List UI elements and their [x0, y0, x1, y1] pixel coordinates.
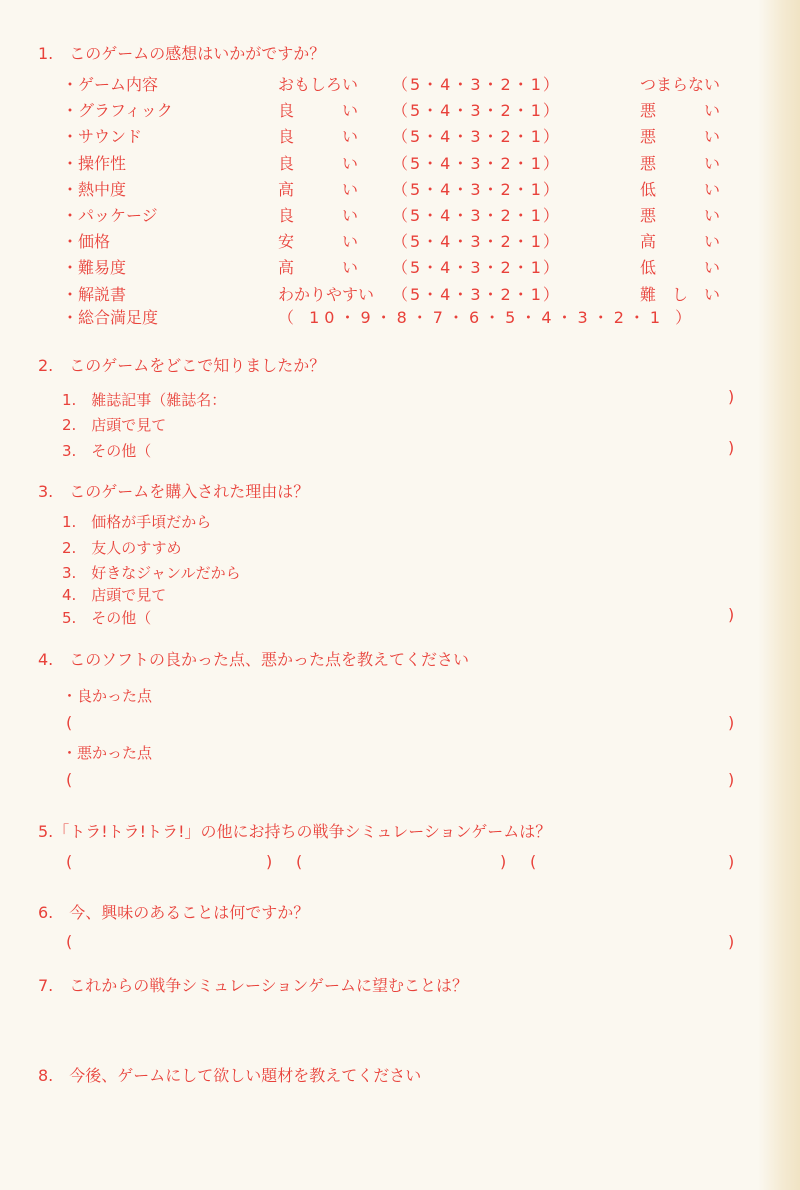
q4-bad-open-paren: (	[66, 770, 73, 789]
q2-option-3-close-paren: )	[728, 438, 735, 457]
q3-option-5-close-paren: )	[728, 605, 735, 624]
q1-row-bad-label: 低 い	[640, 180, 721, 199]
q3-option-1[interactable]: 1. 価格が手頃だから	[62, 513, 212, 531]
q2-option-3[interactable]: 3. その他（	[62, 442, 152, 460]
q1-row-scale[interactable]: （5・4・3・2・1）	[392, 258, 561, 277]
q3-option-4[interactable]: 4. 店頭で見て	[62, 586, 167, 604]
q1-row-bad-label: 悪 い	[640, 206, 721, 225]
q4-bad-label: ・悪かった点	[62, 744, 153, 762]
q1-row-item: ・熱中度	[62, 180, 127, 199]
q1-row-item: ・サウンド	[62, 127, 143, 146]
q4-good-close-paren: )	[728, 713, 735, 732]
q1-row-bad-label: 悪 い	[640, 154, 721, 173]
q1-row-item: ・難易度	[62, 258, 127, 277]
q5-field-2-close-paren: )	[500, 852, 507, 871]
q1-row-good-label: 安 い	[278, 232, 359, 251]
q7-title: 7. これからの戦争シミュレーションゲームに望むことは？	[38, 976, 468, 995]
q1-row-good-label: 高 い	[278, 258, 359, 277]
q6-close-paren: )	[728, 932, 735, 951]
q6-title: 6. 今、興味のあることは何ですか？	[38, 903, 310, 922]
q1-row-scale[interactable]: （5・4・3・2・1）	[392, 127, 561, 146]
q8-title: 8. 今後、ゲームにして欲しい題材を教えてください	[38, 1066, 422, 1085]
q1-title: 1. このゲームの感想はいかがですか？	[38, 44, 326, 63]
q1-row-scale[interactable]: （5・4・3・2・1）	[392, 206, 561, 225]
q1-row-good-label: 良 い	[278, 154, 359, 173]
q1-row-item: ・価格	[62, 232, 111, 251]
q4-bad-close-paren: )	[728, 770, 735, 789]
q5-field-1-open-paren: (	[66, 852, 73, 871]
q5-field-2-open-paren: (	[296, 852, 303, 871]
q1-row-item: ・操作性	[62, 154, 127, 173]
q1-row-good-label: 良 い	[278, 101, 359, 120]
q5-title: 5.「トラ!トラ!トラ!」の他にお持ちの戦争シミュレーションゲームは？	[38, 822, 552, 841]
q1-row-scale[interactable]: （5・4・3・2・1）	[392, 232, 561, 251]
q1-row-scale[interactable]: （5・4・3・2・1）	[392, 101, 561, 120]
q3-title: 3. このゲームを購入された理由は？	[38, 482, 310, 501]
q1-overall-scale[interactable]: （ 10・9・8・7・6・5・4・3・2・1 ）	[278, 308, 697, 327]
q1-row-scale[interactable]: （5・4・3・2・1）	[392, 180, 561, 199]
q2-option-1[interactable]: 1. 雑誌記事（雑誌名：	[62, 391, 227, 409]
q1-row-bad-label: つまらない	[640, 75, 721, 94]
q6-open-paren: (	[66, 932, 73, 951]
q1-row-bad-label: 悪 い	[640, 101, 721, 120]
q1-row-bad-label: 高 い	[640, 232, 721, 251]
q4-title: 4. このソフトの良かった点、悪かった点を教えてください	[38, 650, 469, 669]
q1-row-item: ・解説書	[62, 285, 127, 304]
q1-row-item: ・ゲーム内容	[62, 75, 159, 94]
q2-title: 2. このゲームをどこで知りましたか？	[38, 356, 326, 375]
q5-field-3-open-paren: (	[530, 852, 537, 871]
q1-row-bad-label: 難 し い	[640, 285, 721, 304]
q1-row-item: ・グラフィック	[62, 101, 173, 120]
q3-option-3[interactable]: 3. 好きなジャンルだから	[62, 564, 241, 582]
q1-row-scale[interactable]: （5・4・3・2・1）	[392, 154, 561, 173]
q1-row-scale[interactable]: （5・4・3・2・1）	[392, 285, 561, 304]
q1-overall-item: ・総合満足度	[62, 308, 159, 327]
q1-row-bad-label: 低 い	[640, 258, 721, 277]
q5-field-1-close-paren: )	[266, 852, 273, 871]
q3-option-2[interactable]: 2. 友人のすすめ	[62, 539, 182, 557]
q2-option-2[interactable]: 2. 店頭で見て	[62, 416, 167, 434]
q4-good-open-paren: (	[66, 713, 73, 732]
q1-row-bad-label: 悪 い	[640, 127, 721, 146]
q1-row-good-label: 良 い	[278, 206, 359, 225]
q1-row-good-label: 高 い	[278, 180, 359, 199]
q4-good-label: ・良かった点	[62, 687, 153, 705]
q1-row-good-label: わかりやすい	[278, 285, 375, 304]
q5-field-3-close-paren: )	[728, 852, 735, 871]
q1-row-good-label: おもしろい	[278, 75, 359, 94]
q3-option-5[interactable]: 5. その他（	[62, 609, 152, 627]
q2-option-1-close-paren: )	[728, 387, 735, 406]
q1-row-scale[interactable]: （5・4・3・2・1）	[392, 75, 561, 94]
q1-row-item: ・パッケージ	[62, 206, 158, 225]
q1-row-good-label: 良 い	[278, 127, 359, 146]
page-edge-shadow	[758, 0, 800, 1190]
